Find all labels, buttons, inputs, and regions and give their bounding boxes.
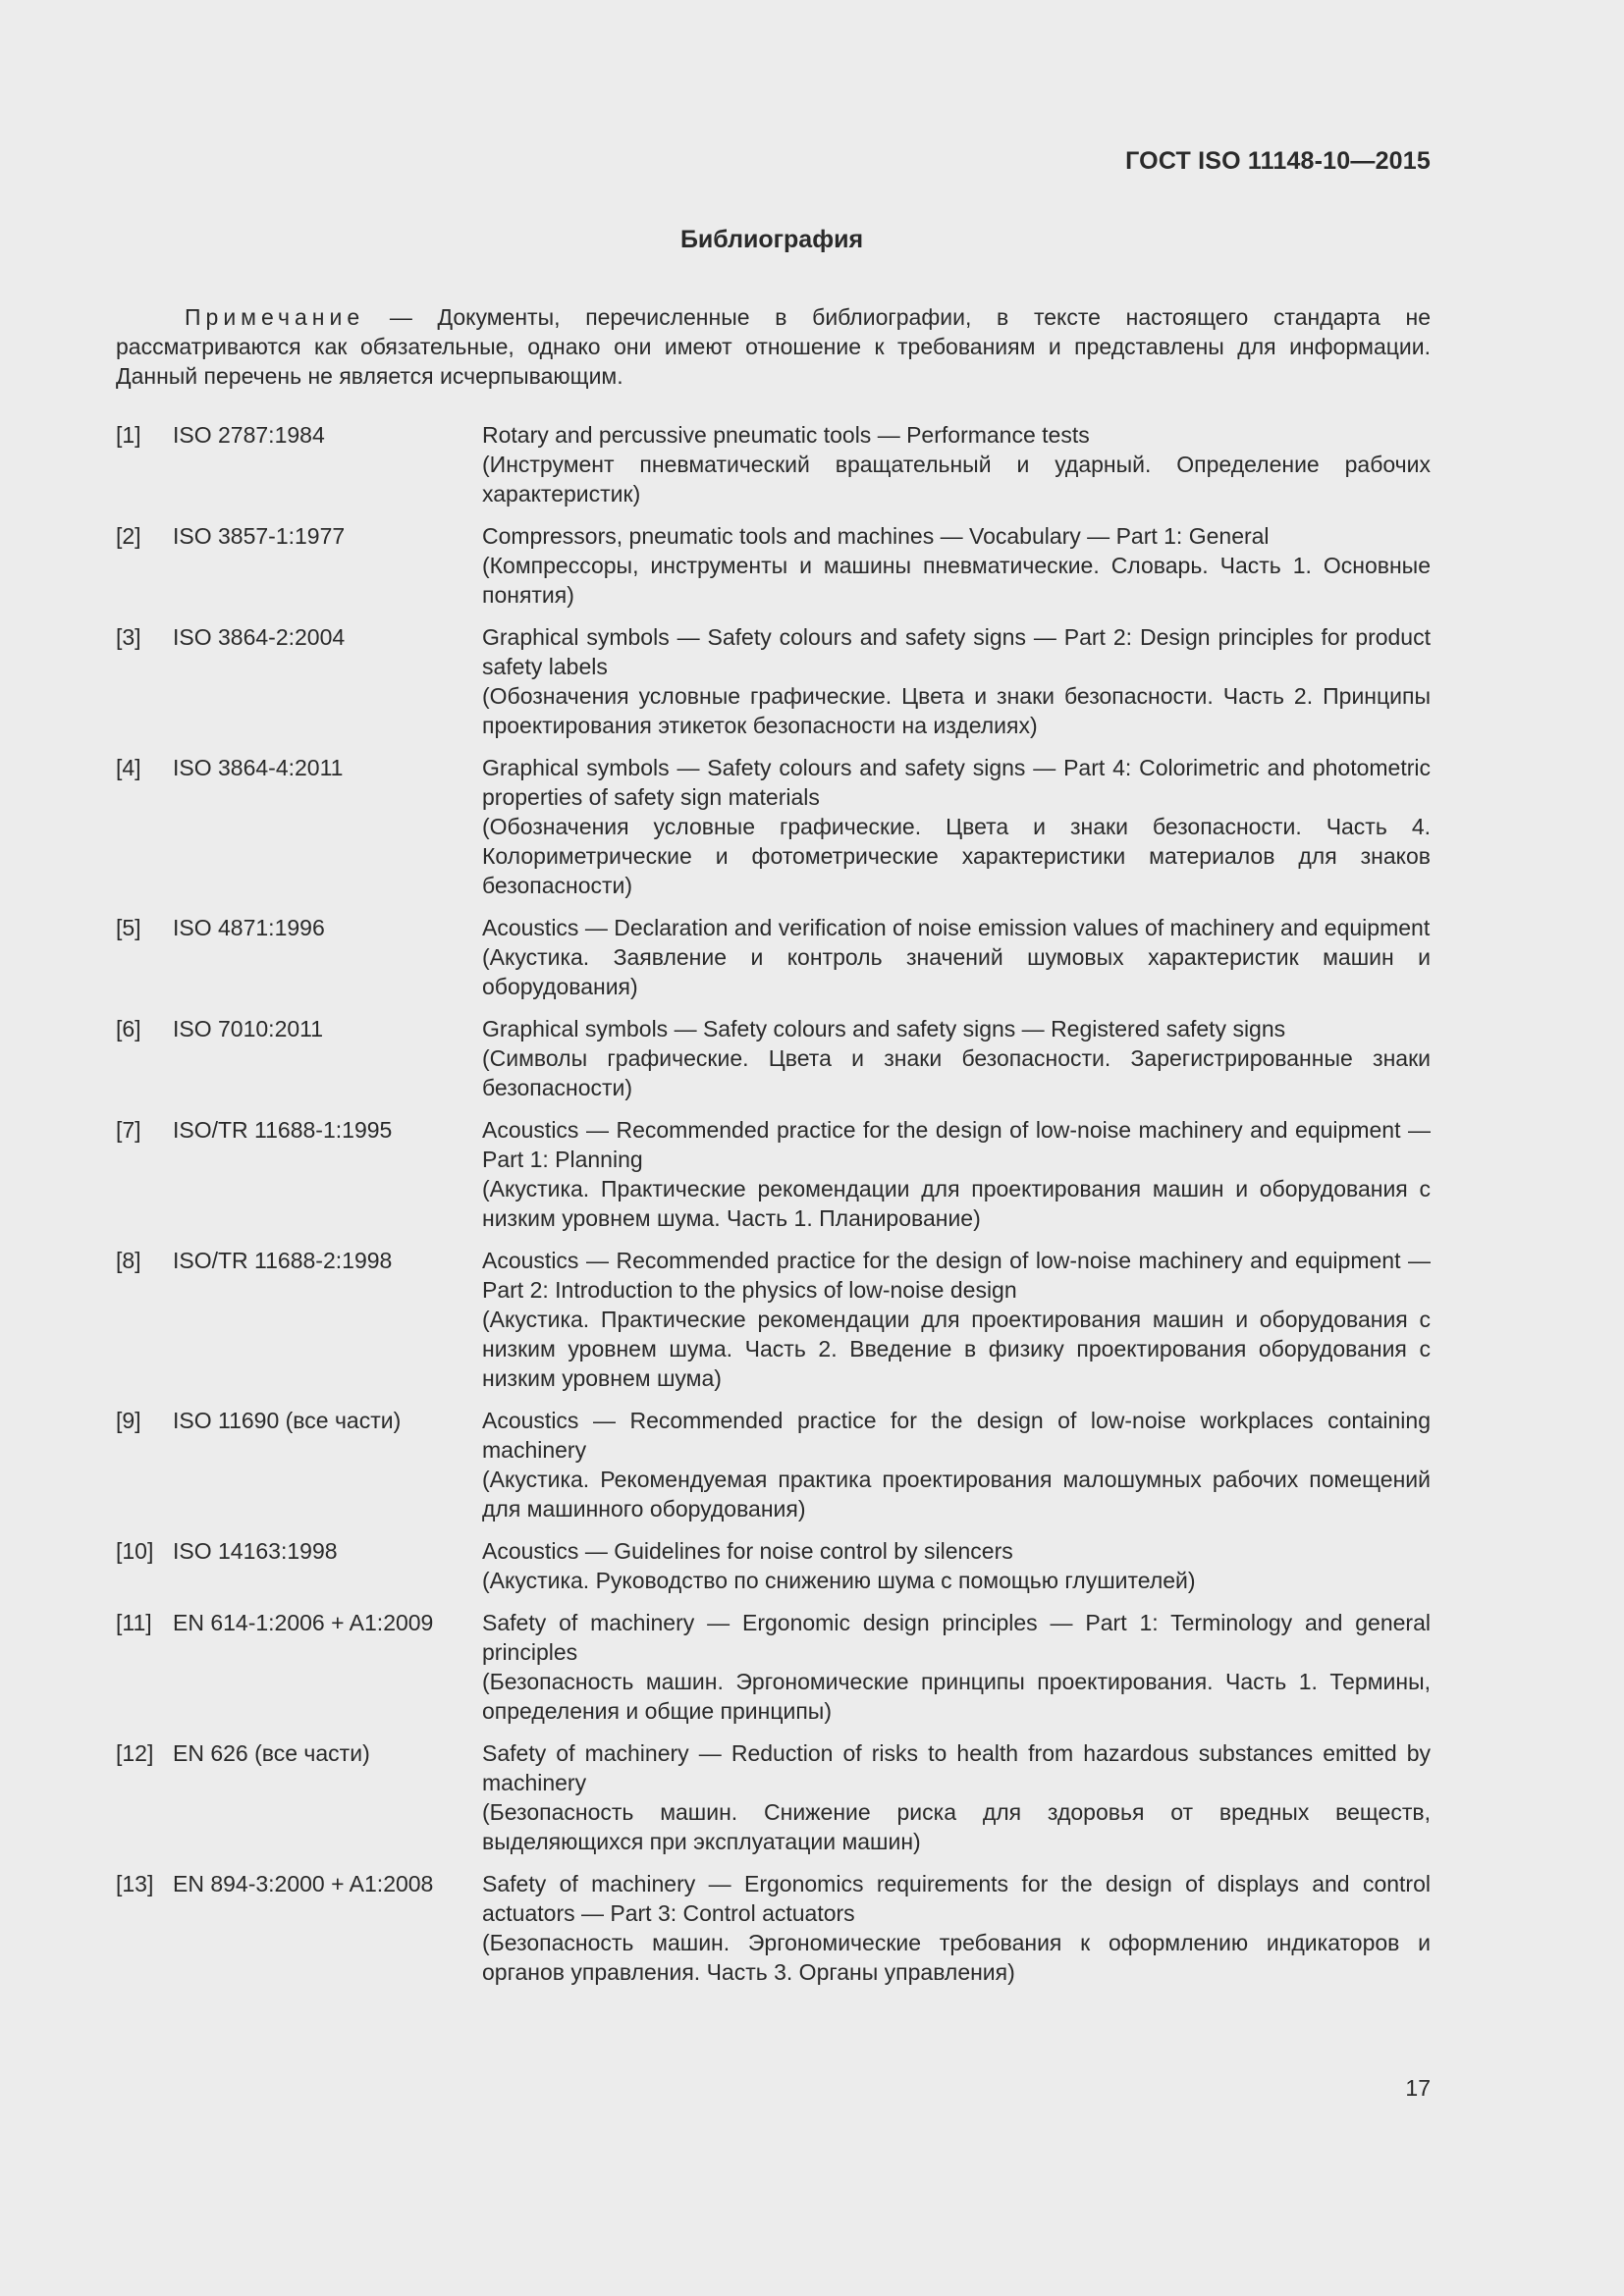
entry-number: [10] [116, 1538, 154, 1564]
note-text: — Документы, перечисленные в библиографии, в тексте настоящего стандарта не рассматриваются как обязательные, однако они имеют отношение к требованиям и представлены для информации. Данный перечень не является исчерпывающим. [116, 304, 1431, 389]
entry-text [482, 1738, 1431, 1856]
entry-text [482, 521, 1431, 610]
entry-title: Graphical symbols — Safety colours and safety signs — Registered safety signs [482, 1016, 1286, 1041]
entry-title: Acoustics — Recommended practice for the design of low-noise machinery and equipment — Part 2: Introduction to the physics of low-noise design [482, 1248, 1431, 1303]
entry-number: [13] [116, 1871, 154, 1896]
bibliography-entry [116, 521, 1431, 610]
entry-code: ISO 11690 (все части) [173, 1408, 402, 1433]
entry-code: ISO 3857-1:1977 [173, 523, 346, 549]
bibliography-entry [116, 1536, 1431, 1595]
note-label: Примечание [185, 304, 365, 330]
entry-title: Acoustics — Declaration and verification of noise emission values of machinery and equipment [482, 915, 1431, 940]
bibliography-entry [116, 420, 1431, 508]
entry-title: Graphical symbols — Safety colours and safety signs — Part 4: Colorimetric and photometric properties of safety sign materials [482, 755, 1431, 810]
entry-title: Acoustics — Recommended practice for the design of low-noise machinery and equipment — Part 1: Planning [482, 1117, 1431, 1172]
entry-code: ISO 3864-2:2004 [173, 624, 346, 650]
page-header: ГОСТ ISO 11148-10—2015 [1125, 147, 1431, 175]
entry-text [482, 753, 1431, 900]
entry-number: [6] [116, 1016, 141, 1041]
note [116, 302, 1431, 391]
entry-translation: (Символы графические. Цвета и знаки безопасности. Зарегистрированные знаки безопасности) [482, 1045, 1431, 1100]
entry-code: ISO 4871:1996 [173, 915, 325, 940]
page-number: 17 [1405, 2075, 1431, 2101]
entry-translation: (Безопасность машин. Эргономические принципы проектирования. Часть 1. Термины, определения и общие принципы) [482, 1669, 1431, 1724]
bibliography-entry [116, 1738, 1431, 1856]
entry-title: Acoustics — Guidelines for noise control by silencers [482, 1538, 1013, 1564]
entry-code: ISO 7010:2011 [173, 1016, 324, 1041]
entry-translation: (Акустика. Практические рекомендации для проектирования машин и оборудования с низким уровнем шума. Часть 1. Планирование) [482, 1176, 1431, 1231]
bibliography-entry [116, 1014, 1431, 1102]
entry-number: [8] [116, 1248, 141, 1273]
bibliography-entry [116, 913, 1431, 1001]
entry-code: ISO 14163:1998 [173, 1538, 338, 1564]
entry-translation: (Акустика. Рекомендуемая практика проектирования малошумных рабочих помещений для машинного оборудования) [482, 1467, 1431, 1522]
entry-number: [4] [116, 755, 141, 780]
entry-translation: (Акустика. Руководство по снижению шума с помощью глушителей) [482, 1568, 1196, 1593]
entry-number: [11] [116, 1610, 152, 1635]
entry-text [482, 1246, 1431, 1393]
entry-text [482, 1406, 1431, 1523]
entry-title: Acoustics — Recommended practice for the design of low-noise workplaces containing machinery [482, 1408, 1431, 1463]
entry-title: Safety of machinery — Ergonomics requirements for the design of displays and control actuators — Part 3: Control actuators [482, 1871, 1431, 1926]
entry-code: ISO/TR 11688-2:1998 [173, 1248, 393, 1273]
entry-number: [7] [116, 1117, 141, 1143]
entry-text [482, 420, 1431, 508]
entry-title: Safety of machinery — Reduction of risks to health from hazardous substances emitted by machinery [482, 1740, 1431, 1795]
entry-translation: (Безопасность машин. Эргономические требования к оформлению индикаторов и органов управления. Часть 3. Органы управления) [482, 1930, 1431, 1985]
entry-translation: (Акустика. Практические рекомендации для проектирования машин и оборудования с низким уровнем шума. Часть 2. Введение в физику проектирования оборудования с низким уровнем шума) [482, 1307, 1431, 1391]
entry-code: ISO/TR 11688-1:1995 [173, 1117, 393, 1143]
bibliography-entry [116, 753, 1431, 900]
entry-code: ISO 2787:1984 [173, 422, 325, 448]
entry-text [482, 1869, 1431, 1987]
entry-text [482, 622, 1431, 740]
entry-translation: (Обозначения условные графические. Цвета и знаки безопасности. Часть 4. Колориметрические и фотометрические характеристики материалов для знаков безопасности) [482, 814, 1431, 898]
bibliography-entry [116, 622, 1431, 740]
bibliography-entry [116, 1406, 1431, 1523]
entry-text [482, 1014, 1431, 1102]
entry-text [482, 1115, 1431, 1233]
entry-number: [9] [116, 1408, 141, 1433]
bibliography-entry [116, 1608, 1431, 1726]
entry-code: EN 894-3:2000 + A1:2008 [173, 1871, 434, 1896]
entry-number: [1] [116, 422, 141, 448]
entry-text [482, 913, 1431, 1001]
entry-title: Compressors, pneumatic tools and machines — Vocabulary — Part 1: General [482, 523, 1270, 549]
entry-code: ISO 3864-4:2011 [173, 755, 344, 780]
bibliography-entry [116, 1246, 1431, 1393]
entry-translation: (Обозначения условные графические. Цвета и знаки безопасности. Часть 2. Принципы проектирования этикеток безопасности на изделиях) [482, 683, 1431, 738]
entry-code: EN 626 (все части) [173, 1740, 370, 1766]
entry-title: Rotary and percussive pneumatic tools — Performance tests [482, 422, 1090, 448]
entry-number: [3] [116, 624, 141, 650]
entry-number: [12] [116, 1740, 154, 1766]
entry-title: Safety of machinery — Ergonomic design principles — Part 1: Terminology and general principles [482, 1610, 1431, 1665]
entry-title: Graphical symbols — Safety colours and safety signs — Part 2: Design principles for product safety labels [482, 624, 1431, 679]
entry-number: [2] [116, 523, 141, 549]
entry-translation: (Компрессоры, инструменты и машины пневматические. Словарь. Часть 1. Основные понятия) [482, 553, 1431, 608]
bibliography-list [116, 420, 1431, 2000]
entry-code: EN 614-1:2006 + A1:2009 [173, 1610, 434, 1635]
page-title: Библиография [679, 226, 864, 253]
bibliography-entry [116, 1115, 1431, 1233]
entry-translation: (Инструмент пневматический вращательный и ударный. Определение рабочих характеристик) [482, 452, 1431, 507]
entry-translation: (Акустика. Заявление и контроль значений шумовых характеристик машин и оборудования) [482, 944, 1431, 999]
bibliography-entry [116, 1869, 1431, 1987]
entry-text [482, 1608, 1431, 1726]
entry-text [482, 1536, 1431, 1595]
entry-number: [5] [116, 915, 141, 940]
entry-translation: (Безопасность машин. Снижение риска для здоровья от вредных веществ, выделяющихся при эксплуатации машин) [482, 1799, 1431, 1854]
